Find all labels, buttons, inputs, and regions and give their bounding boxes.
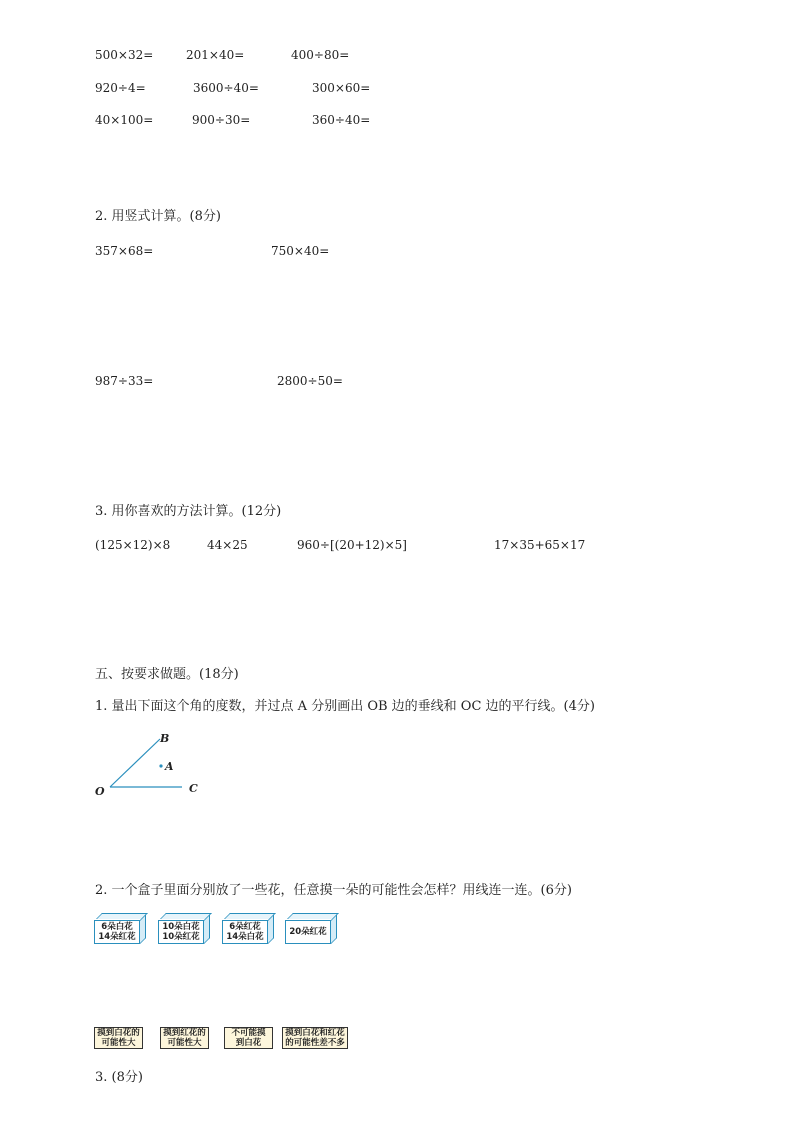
oral-calc-5: 3600÷40= — [193, 81, 259, 95]
prob-card-4 — [282, 1027, 348, 1049]
prob-card-1 — [94, 1027, 143, 1049]
box4-line1: 20朵红花 — [289, 927, 327, 937]
oral-calc-9: 360÷40= — [312, 113, 371, 127]
oral-calc-4: 920÷4= — [95, 81, 146, 95]
q2-item-4: 2800÷50= — [277, 374, 343, 388]
q2-title: 2. 用竖式计算。(8分) — [95, 209, 221, 224]
prob-card-2 — [160, 1027, 209, 1049]
angle-diagram — [90, 728, 210, 808]
point-a — [159, 764, 162, 767]
card4-line2: 的可能性差不多 — [285, 1038, 345, 1048]
q3-item-1: (125×12)×8 — [95, 538, 171, 552]
box3-line2: 14朵白花 — [226, 932, 264, 942]
card4-line1: 摸到白花和红花 — [285, 1028, 345, 1038]
box1-line2: 14朵红花 — [98, 932, 136, 942]
label-c: C — [189, 782, 198, 795]
s5-q3-title: 3. (8分) — [95, 1070, 143, 1085]
box2-line2: 10朵红花 — [162, 932, 200, 942]
oral-calc-7: 40×100= — [95, 113, 154, 127]
oral-calc-2: 201×40= — [186, 48, 245, 62]
q3-item-3: 960÷[(20+12)×5] — [297, 538, 407, 552]
q2-item-1: 357×68= — [95, 244, 154, 258]
q2-item-2: 750×40= — [271, 244, 330, 258]
box1-line1: 6朵白花 — [101, 922, 133, 932]
label-o: O — [95, 785, 105, 798]
s5-q2-title: 2. 一个盒子里面分别放了一些花，任意摸一朵的可能性会怎样？用线连一连。(6分) — [95, 883, 572, 898]
oral-calc-8: 900÷30= — [192, 113, 251, 127]
q3-item-4: 17×35+65×17 — [494, 538, 586, 552]
ray-ob — [110, 739, 160, 787]
oral-calc-6: 300×60= — [312, 81, 371, 95]
oral-calc-3: 400÷80= — [291, 48, 350, 62]
card1-line2: 可能性大 — [101, 1038, 136, 1048]
card3-line1: 不可能摸 — [231, 1028, 266, 1038]
q3-item-2: 44×25 — [207, 538, 248, 552]
box3-line1: 6朵红花 — [229, 922, 261, 932]
card2-line2: 可能性大 — [167, 1038, 202, 1048]
q3-title: 3. 用你喜欢的方法计算。(12分) — [95, 504, 282, 519]
label-b: B — [160, 732, 170, 745]
prob-card-3 — [224, 1027, 273, 1049]
card1-line1: 摸到白花的 — [97, 1028, 140, 1038]
label-a: A — [165, 760, 174, 773]
oral-calc-1: 500×32= — [95, 48, 154, 62]
q2-item-3: 987÷33= — [95, 374, 154, 388]
section5-title: 五、按要求做题。(18分) — [95, 667, 239, 682]
s5-q1-title: 1. 量出下面这个角的度数，并过点 A 分别画出 OB 边的垂线和 OC 边的平行线。(4分) — [95, 699, 595, 714]
box2-line1: 10朵白花 — [162, 922, 200, 932]
card3-line2: 到白花 — [235, 1038, 262, 1048]
card2-line1: 摸到红花的 — [163, 1028, 206, 1038]
